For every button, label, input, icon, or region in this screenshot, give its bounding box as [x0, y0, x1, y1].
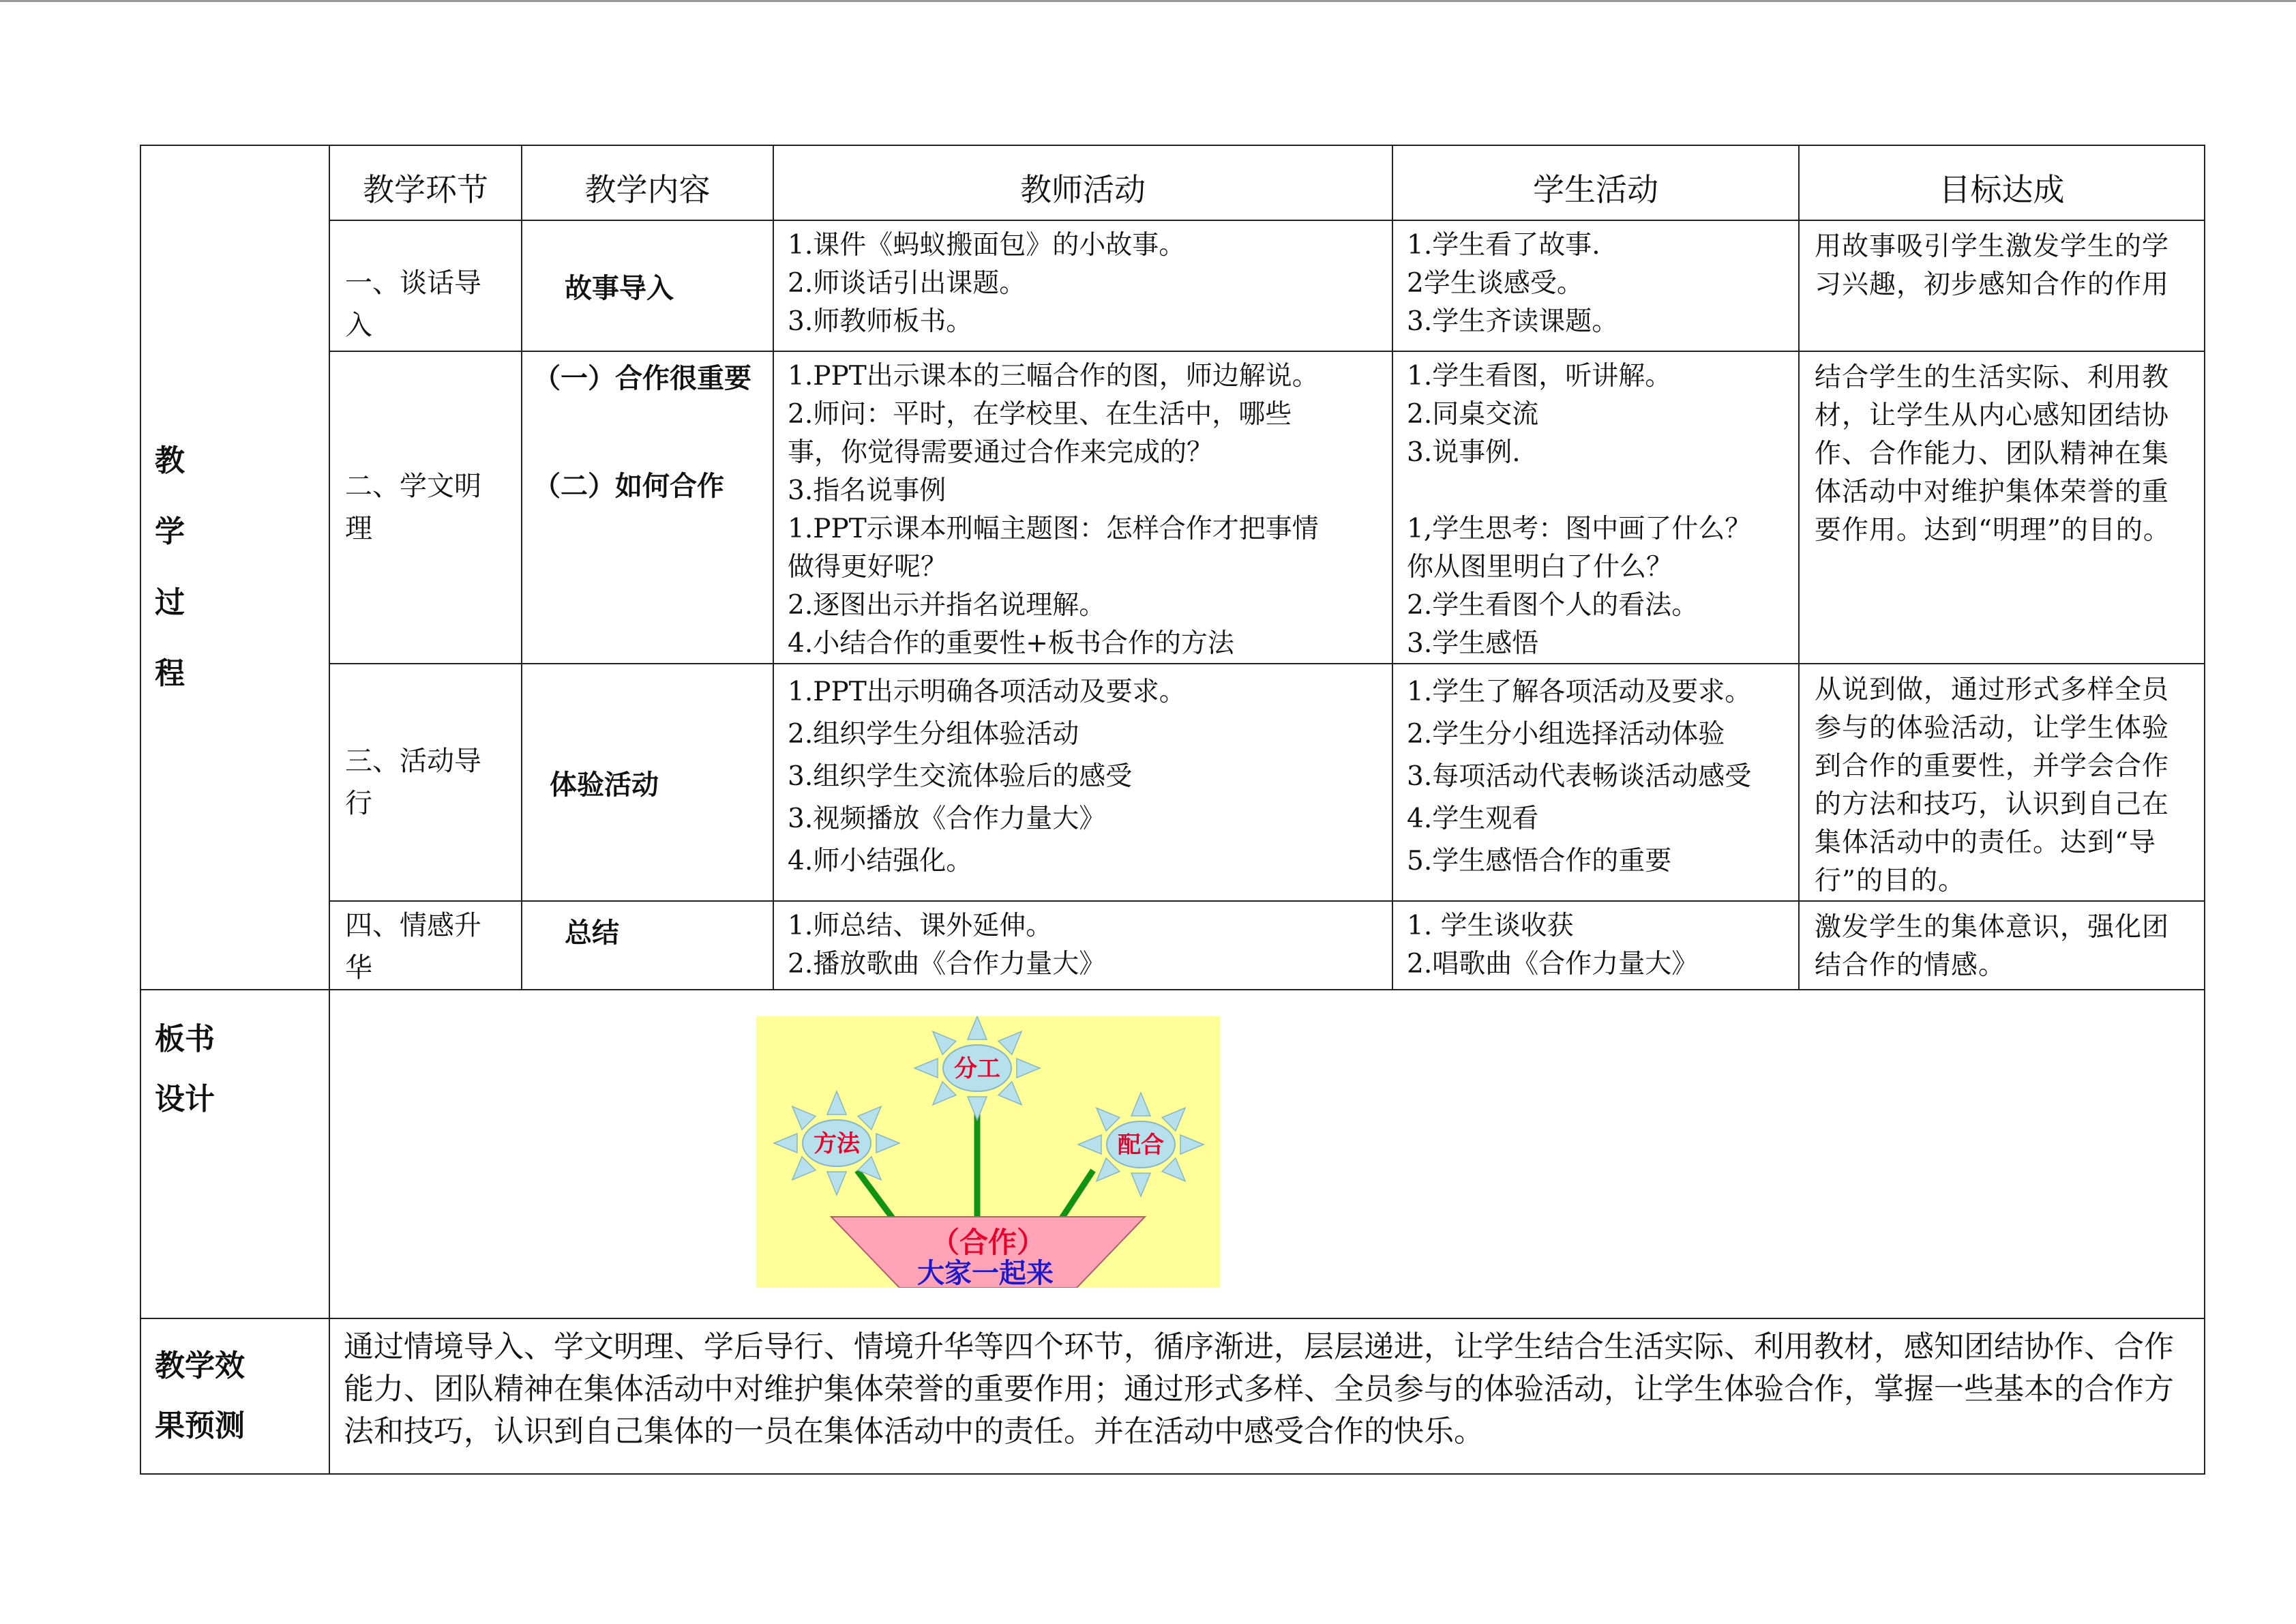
- table-row: [140, 664, 2205, 901]
- board-label-line: 板书: [155, 1022, 215, 1057]
- sun-label: 方法: [814, 1130, 860, 1157]
- board-diagram: [756, 1016, 1220, 1288]
- stage-cell: 一、谈话导入: [329, 220, 522, 351]
- header-goal: 目标达成: [1799, 145, 2205, 220]
- teacher-line: 3.组织学生交流体验后的感受: [788, 761, 1133, 792]
- stage-cell: 二、学文明理: [329, 351, 522, 664]
- student-activity-cell: [1392, 351, 1799, 664]
- student-line: 2.学生看图个人的看法。: [1407, 590, 1699, 621]
- teacher-activity-cell: [773, 901, 1392, 990]
- goal-cell: 从说到做，通过形式多样全员参与的体验活动，让学生体验到合作的重要性，并学会合作的方法和技巧，认识到自己在集体活动中的责任。达到“导行”的目的。: [1799, 664, 2205, 901]
- student-line: 2.学生分小组选择活动体验: [1407, 719, 1725, 750]
- teacher-line: 做得更好呢？: [788, 552, 948, 582]
- stage-cell: 三、活动导行: [329, 664, 522, 901]
- process-label-char: 学: [155, 514, 185, 549]
- student-line: 1.学生看了故事.: [1407, 230, 1600, 261]
- teacher-line: 4.师小结强化。: [788, 846, 973, 876]
- student-line: 5.学生感悟合作的重要: [1407, 846, 1672, 876]
- teacher-line: 4.小结合作的重要性+板书合作的方法: [788, 628, 1234, 659]
- teacher-line: 3.视频播放《合作力量大》: [788, 803, 1106, 834]
- effect-label-line: 教学效: [155, 1348, 245, 1383]
- teacher-activity-cell: [773, 351, 1392, 664]
- header-content: 教学内容: [522, 145, 773, 220]
- student-line: 3.学生齐读课题。: [1407, 306, 1619, 337]
- student-line: 2.同桌交流: [1407, 399, 1539, 430]
- student-line: 1.学生了解各项活动及要求。: [1407, 677, 1752, 707]
- content-cell: 故事导入: [522, 220, 773, 351]
- board-design-row: [140, 990, 2205, 1318]
- content-cell: 体验活动: [522, 664, 773, 901]
- teacher-line: 1.PPT示课本刑幅主题图：怎样合作才把事情: [788, 514, 1319, 544]
- teacher-line: 2.师问：平时，在学校里、在生活中，哪些: [788, 399, 1292, 430]
- teacher-line: 2.逐图出示并指名说理解。: [788, 590, 1106, 621]
- student-line: 2.唱歌曲《合作力量大》: [1407, 949, 1699, 979]
- teacher-line: 1.PPT出示课本的三幅合作的图，师边解说。: [788, 361, 1319, 392]
- effect-label-line: 果预测: [155, 1408, 245, 1443]
- teacher-line: 1.师总结、课外延伸。: [788, 911, 1053, 941]
- process-label-char: 教: [155, 443, 185, 478]
- sun-label: 配合: [1118, 1132, 1164, 1159]
- teacher-line: 1.课件《蚂蚁搬面包》的小故事。: [788, 230, 1186, 261]
- content-item: （一）合作很重要: [533, 363, 751, 394]
- teacher-line: 2.师谈话引出课题。: [788, 268, 1026, 299]
- page-top-border: [0, 0, 2296, 2]
- header-teacher: 教师活动: [773, 145, 1392, 220]
- process-label-cell: [140, 145, 329, 990]
- header-student: 学生活动: [1392, 145, 1799, 220]
- header-stage: 教学环节: [329, 145, 522, 220]
- student-activity-cell: [1392, 664, 1799, 901]
- teacher-line: 2.组织学生分组体验活动: [788, 719, 1079, 750]
- content-item: （二）如何合作: [533, 471, 724, 502]
- student-line: 1.学生看图，听讲解。: [1407, 361, 1672, 392]
- teacher-activity-cell: [773, 220, 1392, 351]
- goal-cell: 激发学生的集体意识，强化团结合作的情感。: [1799, 901, 2205, 990]
- student-line: [1407, 472, 1785, 510]
- teacher-line: 1.PPT出示明确各项活动及要求。: [788, 677, 1186, 707]
- base-line-2: 大家一起来: [917, 1258, 1054, 1288]
- student-line: 3.每项活动代表畅谈活动感受: [1407, 761, 1752, 792]
- student-activity-cell: [1392, 901, 1799, 990]
- lesson-plan-table: [140, 145, 2205, 1475]
- content-cell: [522, 351, 773, 664]
- teacher-line: 3.指名说事例: [788, 475, 946, 506]
- teacher-line: 2.播放歌曲《合作力量大》: [788, 949, 1106, 979]
- board-label-cell: [140, 990, 329, 1318]
- effect-row: [140, 1318, 2205, 1474]
- table-row: [140, 901, 2205, 990]
- student-line: 4.学生观看: [1407, 803, 1539, 834]
- student-line: 2学生谈感受。: [1407, 268, 1583, 299]
- student-line: 1. 学生谈收获: [1407, 911, 1574, 941]
- teacher-activity-cell: [773, 664, 1392, 901]
- header-row: [140, 145, 2205, 220]
- goal-cell: 结合学生的生活实际、利用教材，让学生从内心感知团结协作、合作能力、团队精神在集体活动中对维护集体荣誉的重要作用。达到“明理”的目的。: [1799, 351, 2205, 664]
- content-cell: 总结: [522, 901, 773, 990]
- base-line-1: （合作）: [930, 1226, 1046, 1259]
- board-diagram-cell: [329, 990, 2205, 1318]
- teacher-line: 3.师教师板书。: [788, 306, 973, 337]
- effect-label-cell: [140, 1318, 329, 1474]
- student-line: 3.学生感悟: [1407, 628, 1539, 659]
- student-line: 你从图里明白了什么？: [1407, 552, 1673, 582]
- table-row: [140, 220, 2205, 351]
- board-label-line: 设计: [155, 1082, 215, 1117]
- effect-text: 通过情境导入、学文明理、学后导行、情境升华等四个环节，循序渐进，层层递进，让学生结合生活实际、利用教材，感知团结协作、合作能力、团队精神在集体活动中对维护集体荣誉的重要作用；通过形式多样、全员参与的体验活动，让学生体验合作，掌握一些基本的合作方法和技巧，认识到自己集体的一员在集体活动中的责任。并在活动中感受合作的快乐。: [329, 1318, 2205, 1474]
- teacher-line: 事，你觉得需要通过合作来完成的？: [788, 437, 1214, 468]
- student-activity-cell: [1392, 220, 1799, 351]
- process-label-char: 程: [155, 656, 185, 691]
- sun-label: 分工: [954, 1055, 1000, 1082]
- table-row: [140, 351, 2205, 664]
- goal-cell: 用故事吸引学生激发学生的学习兴趣，初步感知合作的作用: [1799, 220, 2205, 351]
- process-label-char: 过: [155, 585, 185, 620]
- stage-cell: 四、情感升华: [329, 901, 522, 990]
- student-line: 3.说事例.: [1407, 437, 1521, 468]
- student-line: 1,学生思考：图中画了什么？: [1407, 514, 1752, 544]
